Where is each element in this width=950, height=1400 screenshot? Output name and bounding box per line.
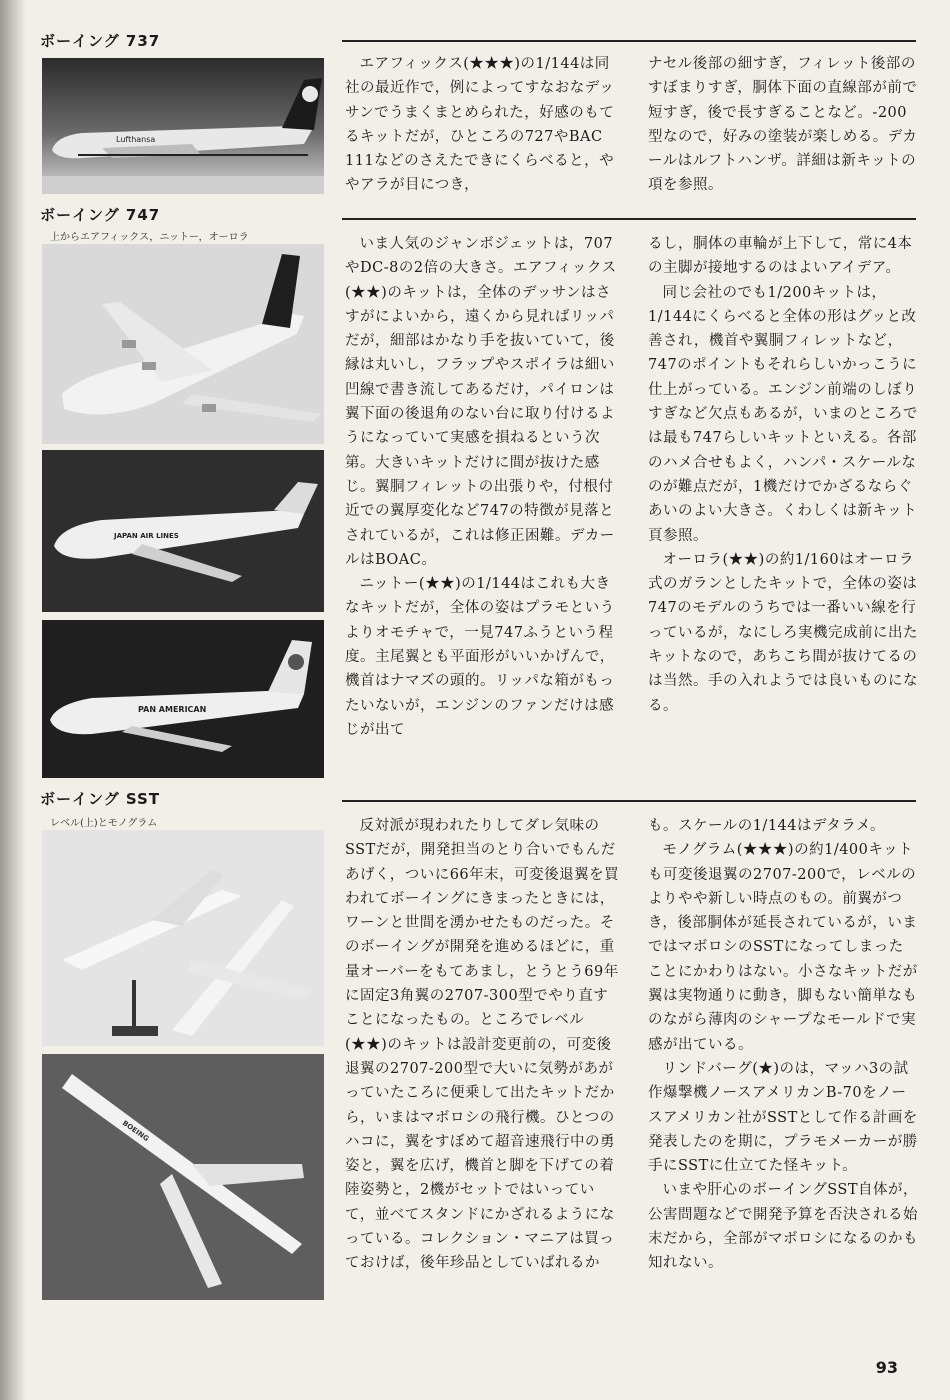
paragraph: ナセル後部の細すぎ，フィレット後部のすぼまりすぎ，胴体下面の直線部が前で短すぎ，後で長すぎることなど。-200型なので，好みの塗装が楽しめる。デカールはルフトハンザ。詳細は新キットの項を参照。: [648, 56, 918, 194]
section-rule: [342, 800, 916, 802]
photo-sst-revell: [42, 830, 324, 1046]
column-747-left: [345, 232, 623, 742]
photo-747-nitto-jal: [42, 450, 324, 612]
column-sst-right: [648, 814, 918, 1276]
paragraph: るし，胴体の車輪が上下して，常に4本の主脚が接地するのはよいアイデア。: [648, 236, 913, 277]
photo-sst-monogram: [42, 1054, 324, 1300]
paragraph: ニットー(★★)の1/144はこれも大きなキットだが，全体の姿はプラモというよりオモチャで，一見747ふうという程度。主尾翼とも平面形がいいかげんで，機首はナマズの頭的。リッパな箱がもったいないが，エンジンのファンだけは感じが出て: [345, 576, 615, 738]
paragraph: 同じ会社のでも1/200キットは，1/144にくらべると全体の形はグッと改善され，機首や翼胴フィレットなど，747のポイントもそれらしいかっこうに仕上がっている。エンジン前端のしぼりすぎなど欠点もあるが，いまのところでは最も747らしいキットといえる。各部のハメ合せもよく，ハンパ・スケールなのが難点だが，1機だけでかざるならぐあいのよい大きさ。くわしくは新キット頁参照。: [648, 284, 918, 544]
section-rule: [342, 40, 916, 42]
section-rule: [342, 218, 916, 220]
paragraph: 反対派が現われたりしてダレ気味のSSTだが，開発担当のとり合いでもんだあげく，ついに66年末，可変後退翼を買われてボーイングにきまったときには，ワーンと世間を湧かせたものだった。そのボーイングが開発を進めるほどに，重量オーバーをもてあまし，とうとう69年に固定3角翼の2707-300型でやり直すことになったもの。ところでレベル(★★)のキットは設計変更前の，可変後退翼の2707-200型で大いに気勢があがっていたころに便乗して出たキットだから，いまはマボロシの飛行機。ひとつのハコに，翼をすぼめて超音速飛行中の勇姿と，翼を広げ，機首と脚を下げての着陸姿勢と，2機がセットではいっていて，並べてスタンドにかざれるようになっている。コレクション・マニアは買っておけば，後年珍品としていばれるか: [345, 818, 620, 1272]
column-737-left: [345, 52, 623, 198]
column-737-right: [648, 52, 918, 198]
photo-747-aurora-panam: [42, 620, 324, 778]
paragraph: リンドバーグ(★)のは，マッハ3の試作爆撃機ノースアメリカンB-70をノースアメリカン社がSSTとして作る計画を発表したのを期に，プラモメーカーが勝手にSSTに仕立てた怪キット。: [648, 1060, 918, 1175]
photo-text-boeing: BOEING: [120, 1119, 151, 1144]
photo-text-jal: JAPAN AIR LINES: [114, 532, 179, 540]
page-number: 93: [875, 1358, 898, 1377]
column-747-right: [648, 232, 918, 718]
caption-sst: レベル(上)とモノグラム: [50, 818, 158, 829]
photo-737-lufthansa: [42, 58, 324, 194]
photo-747-airfix: [42, 244, 324, 444]
section-title-747: ボーイング 747: [40, 206, 161, 224]
paragraph: オーロラ(★★)の約1/160はオーロラ式のガランとしたキットで，全体の姿は747のモデルのうちでは一番いい線を行っているが，なにしろ実機完成前に出たキットなので，あちこち間が抜けてるのは当然。手の入れようでは良いものになる。: [648, 551, 918, 714]
column-sst-left: [345, 814, 623, 1276]
paragraph: エアフィックス(★★★)の1/144は同社の最近作で，例によってすなおなデッサンでうまくまとめられた，好感のもてるキットだが，ひところの727やBAC 111などのさえたできにくらべると，ややアラが目につき，: [345, 56, 615, 194]
paragraph: いまや肝心のボーイングSST自体が，公害問題などで開発予算を否決される始末だから，全部がマボロシになるのかも知れない。: [648, 1182, 918, 1272]
paragraph: いま人気のジャンボジェットは，707やDC-8の2倍の大きさ。エアフィックス(★★)のキットは，全体のデッサンはさすがによいから，遠くから見ればリッパだが，細部はかなり手を抜いていて，後縁は丸いし，フラップやスポイラは細い凹線で書き流してあるだけ，パイロンは翼下面の後退角のない台に取り付けるようになっていて実感を損ねるという次第。大きいキットだけに間が抜けた感じ。翼胴フィレットの出張りや，付根付近での翼厚変化など747の特徴が見落とされているが，これは修正困難。デカールはBOAC。: [345, 236, 617, 568]
photo-text-panam: PAN AMERICAN: [138, 705, 207, 714]
photo-text-lufthansa: Lufthansa: [116, 135, 156, 144]
section-title-737: ボーイング 737: [40, 32, 161, 50]
book-spine-shadow: [0, 0, 26, 1400]
section-title-sst: ボーイング SST: [40, 790, 161, 808]
caption-747: 上からエアフィックス，ニットー，オーロラ: [50, 232, 249, 243]
paragraph: モノグラム(★★★)の約1/400キットも可変後退翼の2707-200で，レベルのよりやや新しい時点のもの。前翼がつき，後部胴体が延長されているが，いまではマボロシのSSTになってしまったことにかわりはない。小さなキットだが翼は実物通りに動き，脚もない簡単なものながら薄肉のシャープなモールドで実感が出ている。: [648, 842, 918, 1053]
paragraph: も。スケールの1/144はデタラメ。: [648, 818, 885, 834]
